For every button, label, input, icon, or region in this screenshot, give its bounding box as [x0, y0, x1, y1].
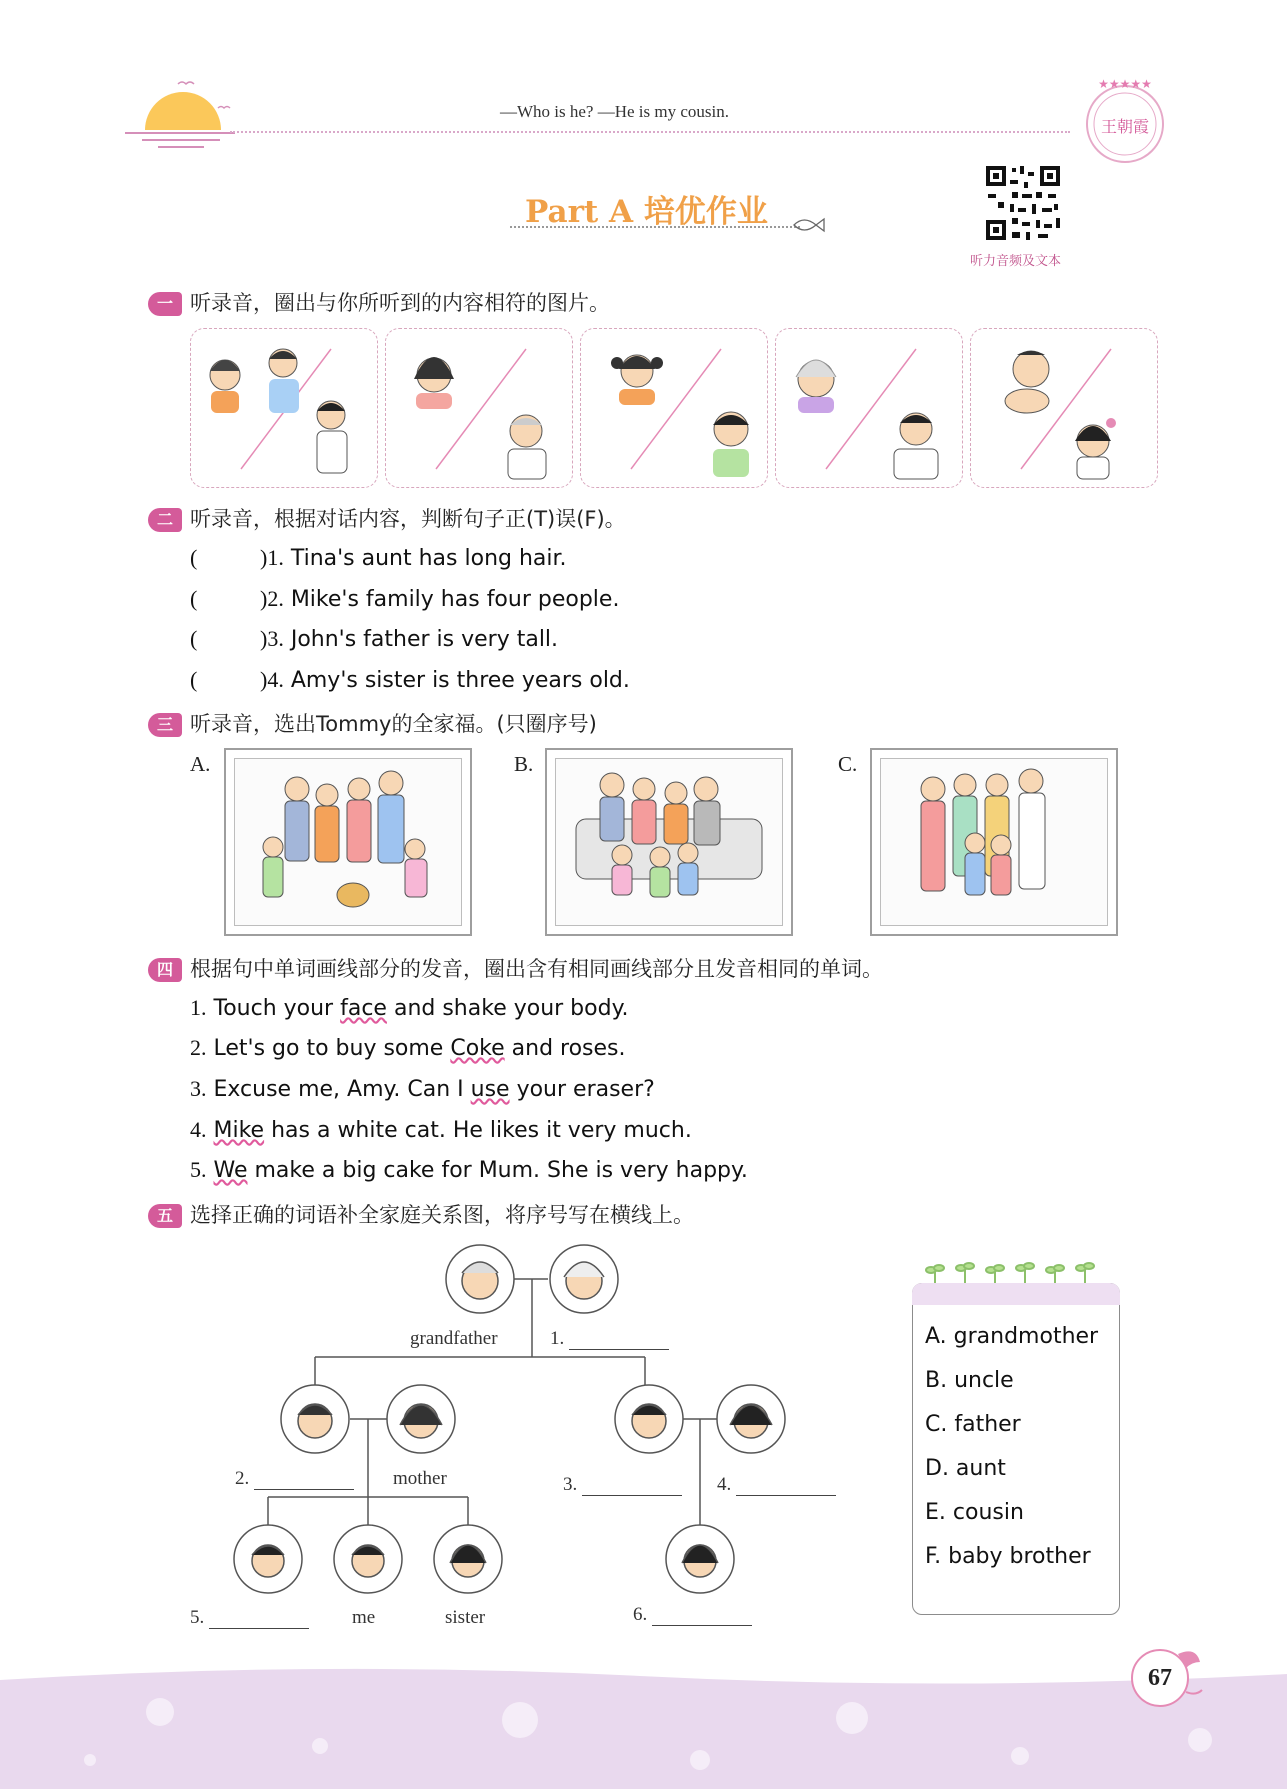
pron-item-4: 4. Mike has a white cat. He likes it very much.	[190, 1117, 692, 1143]
pron-item-5: 5. We make a big cake for Mum. She is very happy.	[190, 1157, 748, 1183]
underlined-word: face	[340, 996, 387, 1021]
picture-box-4[interactable]	[775, 328, 963, 488]
photo-option-a[interactable]: A.	[190, 752, 211, 776]
blank-6[interactable]: 6.	[633, 1604, 752, 1626]
label-grandfather: grandfather	[410, 1328, 498, 1349]
blank-3[interactable]: 3.	[563, 1474, 682, 1496]
answer-paren[interactable]: (	[190, 545, 198, 570]
answer-paren[interactable]: (	[190, 586, 198, 611]
picture-box-1[interactable]	[190, 328, 378, 488]
label-sister: sister	[445, 1607, 486, 1628]
seal-text: 王朝霞	[1100, 117, 1150, 136]
sprout-decoration	[925, 1256, 1105, 1286]
family-tree	[220, 1235, 860, 1635]
choice-f[interactable]: F. baby brother	[925, 1544, 1091, 1569]
section-instruction: 听录音，根据对话内容，判断句子正(T)误(F)。	[190, 507, 626, 531]
section-number: 四	[148, 958, 182, 982]
section-3-heading	[148, 708, 597, 738]
photo-option-c[interactable]: C.	[838, 752, 858, 776]
picture-box-2[interactable]	[385, 328, 573, 488]
underlined-word: Coke	[450, 1036, 505, 1061]
family-photo-a[interactable]	[224, 748, 472, 936]
family-photo-c[interactable]	[870, 748, 1118, 936]
choice-d[interactable]: D. aunt	[925, 1456, 1006, 1481]
answer-paren[interactable]: (	[190, 626, 198, 651]
section-4-heading	[148, 953, 883, 983]
page-number: 67	[1148, 1665, 1172, 1691]
pron-item-2: 2. Let's go to buy some Coke and roses.	[190, 1035, 626, 1061]
section-2-heading	[148, 503, 626, 533]
section-instruction: 听录音，圈出与你所听到的内容相符的图片。	[190, 291, 610, 315]
pron-item-1: 1. Touch your face and shake your body.	[190, 995, 629, 1021]
choice-b[interactable]: B. uncle	[925, 1368, 1014, 1393]
tf-item-4[interactable]: ( )4. Amy's sister is three years old.	[190, 667, 630, 693]
answer-paren[interactable]: (	[190, 667, 198, 692]
qr-code[interactable]	[982, 162, 1064, 244]
family-photo-b[interactable]	[545, 748, 793, 936]
blank-4[interactable]: 4.	[717, 1474, 836, 1496]
section-number: 二	[148, 508, 182, 532]
blank-5[interactable]: 5.	[190, 1607, 309, 1629]
tf-item-3[interactable]: ( )3. John's father is very tall.	[190, 626, 559, 652]
header-rule	[230, 131, 1070, 133]
section-5-heading	[148, 1199, 694, 1229]
footer-wave	[0, 1660, 1287, 1789]
tf-item-1[interactable]: ( )1. Tina's aunt has long hair.	[190, 545, 567, 571]
photo-option-b[interactable]: B.	[514, 752, 534, 776]
tf-item-2[interactable]: ( )2. Mike's family has four people.	[190, 586, 620, 612]
blank-2[interactable]: 2.	[235, 1468, 354, 1490]
title-underline	[510, 226, 800, 228]
page-title: Part A 培优作业	[525, 194, 768, 230]
picture-box-3[interactable]	[580, 328, 768, 488]
section-number: 一	[148, 292, 182, 316]
choice-c[interactable]: C. father	[925, 1412, 1021, 1437]
fish-icon	[792, 214, 828, 236]
underlined-word: Mike	[213, 1118, 265, 1143]
section-instruction: 选择正确的词语补全家庭关系图，将序号写在横线上。	[190, 1203, 694, 1227]
section-1-heading	[148, 287, 610, 317]
qr-caption: 听力音频及文本	[970, 254, 1062, 269]
pron-item-3: 3. Excuse me, Amy. Can I use your eraser?	[190, 1076, 655, 1102]
brand-seal	[1080, 76, 1170, 166]
sun-logo	[120, 78, 240, 158]
svg-text:★★★★★: ★★★★★	[1098, 77, 1152, 91]
blank-1[interactable]: 1.	[550, 1328, 669, 1350]
underlined-word: We	[213, 1158, 248, 1183]
underlined-word: use	[470, 1077, 510, 1102]
section-instruction: 根据句中单词画线部分的发音，圈出含有相同画线部分且发音相同的单词。	[190, 957, 883, 981]
header-dialogue: —Who is he? —He is my cousin.	[500, 102, 729, 121]
section-number: 三	[148, 713, 182, 737]
choice-e[interactable]: E. cousin	[925, 1500, 1024, 1525]
section-instruction: 听录音，选出Tommy的全家福。(只圈序号)	[190, 712, 597, 736]
section-number: 五	[148, 1204, 182, 1228]
choice-box	[912, 1283, 1120, 1615]
label-mother: mother	[393, 1468, 447, 1489]
picture-box-5[interactable]	[970, 328, 1158, 488]
label-me: me	[352, 1607, 376, 1628]
choice-a[interactable]: A. grandmother	[925, 1324, 1099, 1349]
